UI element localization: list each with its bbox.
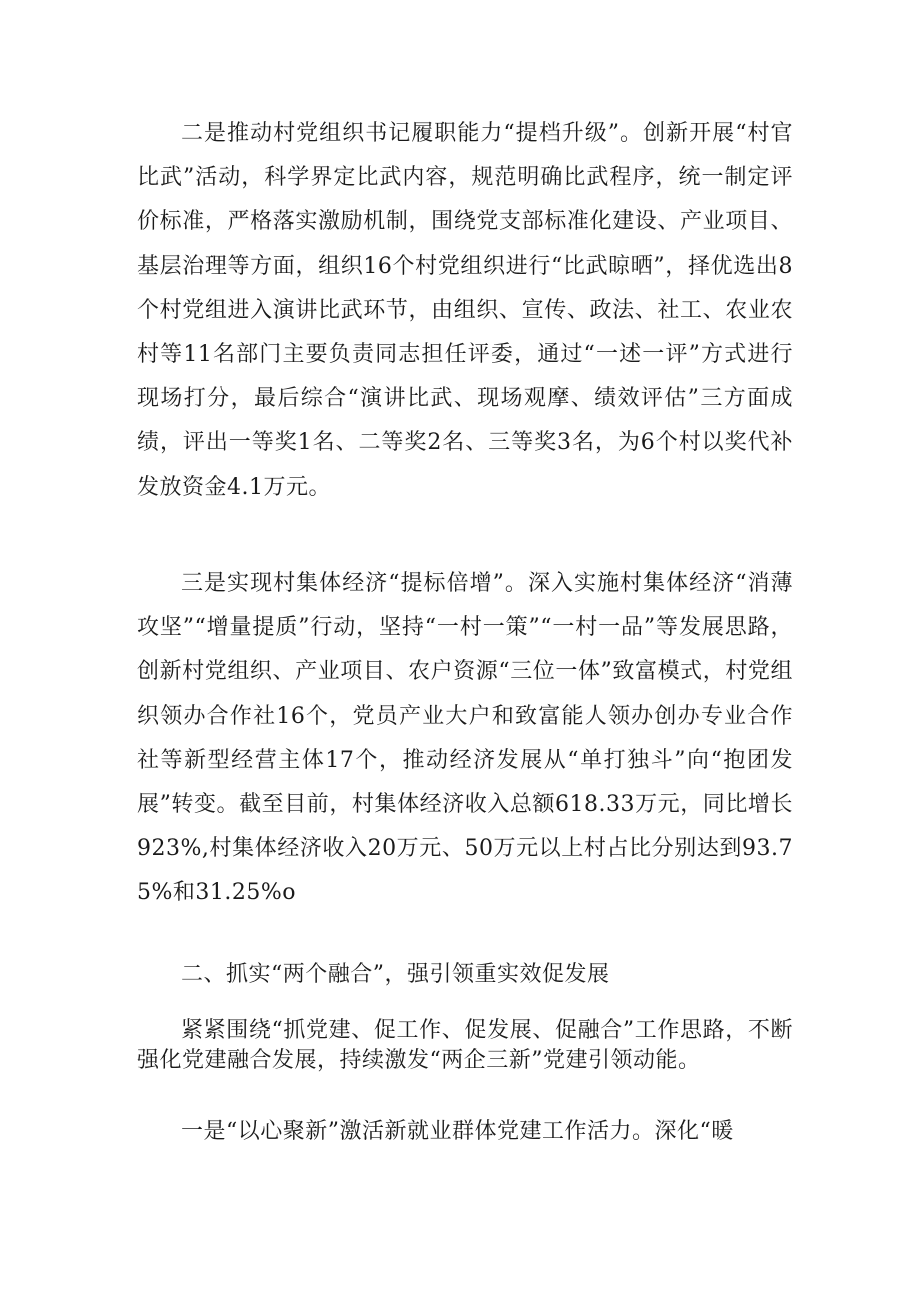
section-heading-two-integrations: 二、抓实“两个融合”，强引领重实效促发展 (181, 962, 610, 987)
paragraph-new-employment-groups: 一是“以心聚新”激活新就业群体党建工作活力。深化“暖 (181, 1119, 734, 1144)
paragraph-collective-economy: 三是实现村集体经济“提标倍增”。深入实施村集体经济“消薄攻坚”“增量提质”行动，坚持“一村一策”“一村一品”等发展思路，创新村党组织、产业项目、农户资源“三位一体”致富模式，村党组织领办合作社16个，党员产业大户和致富能人领办创办专业合作社等新型经营主体17个，推动经济发展从“单打独斗”向“抱团发展”转变。截至目前，村集体经济收入总额618.33万元，同比增长923%,村集体经济收入20万元、50万元以上村占比分别达到93.75%和31.25%o (137, 571, 793, 906)
paragraph-integration-intro: 紧紧围绕“抓党建、促工作、促发展、促融合”工作思路，不断强化党建融合发展，持续激发“两企三新”党建引领动能。 (137, 1018, 793, 1073)
paragraph-village-secretary-competition: 二是推动村党组织书记履职能力“提档升级”。创新开展“村官比武”活动，科学界定比武内容，规范明确比武程序，统一制定评价标准，严格落实激励机制，围绕党支部标准化建设、产业项目、基层治理等方面，组织16个村党组织进行“比武晾晒”，择优选出8个村党组进入演讲比武环节，由组织、宣传、政法、社工、农业农村等11名部门主要负责同志担任评委，通过“一述一评”方式进行现场打分，最后综合“演讲比武、现场观摩、绩效评估”三方面成绩，评出一等奖1名、二等奖2名、三等奖3名，为6个村以奖代补发放资金4.1万元。 (137, 121, 793, 500)
